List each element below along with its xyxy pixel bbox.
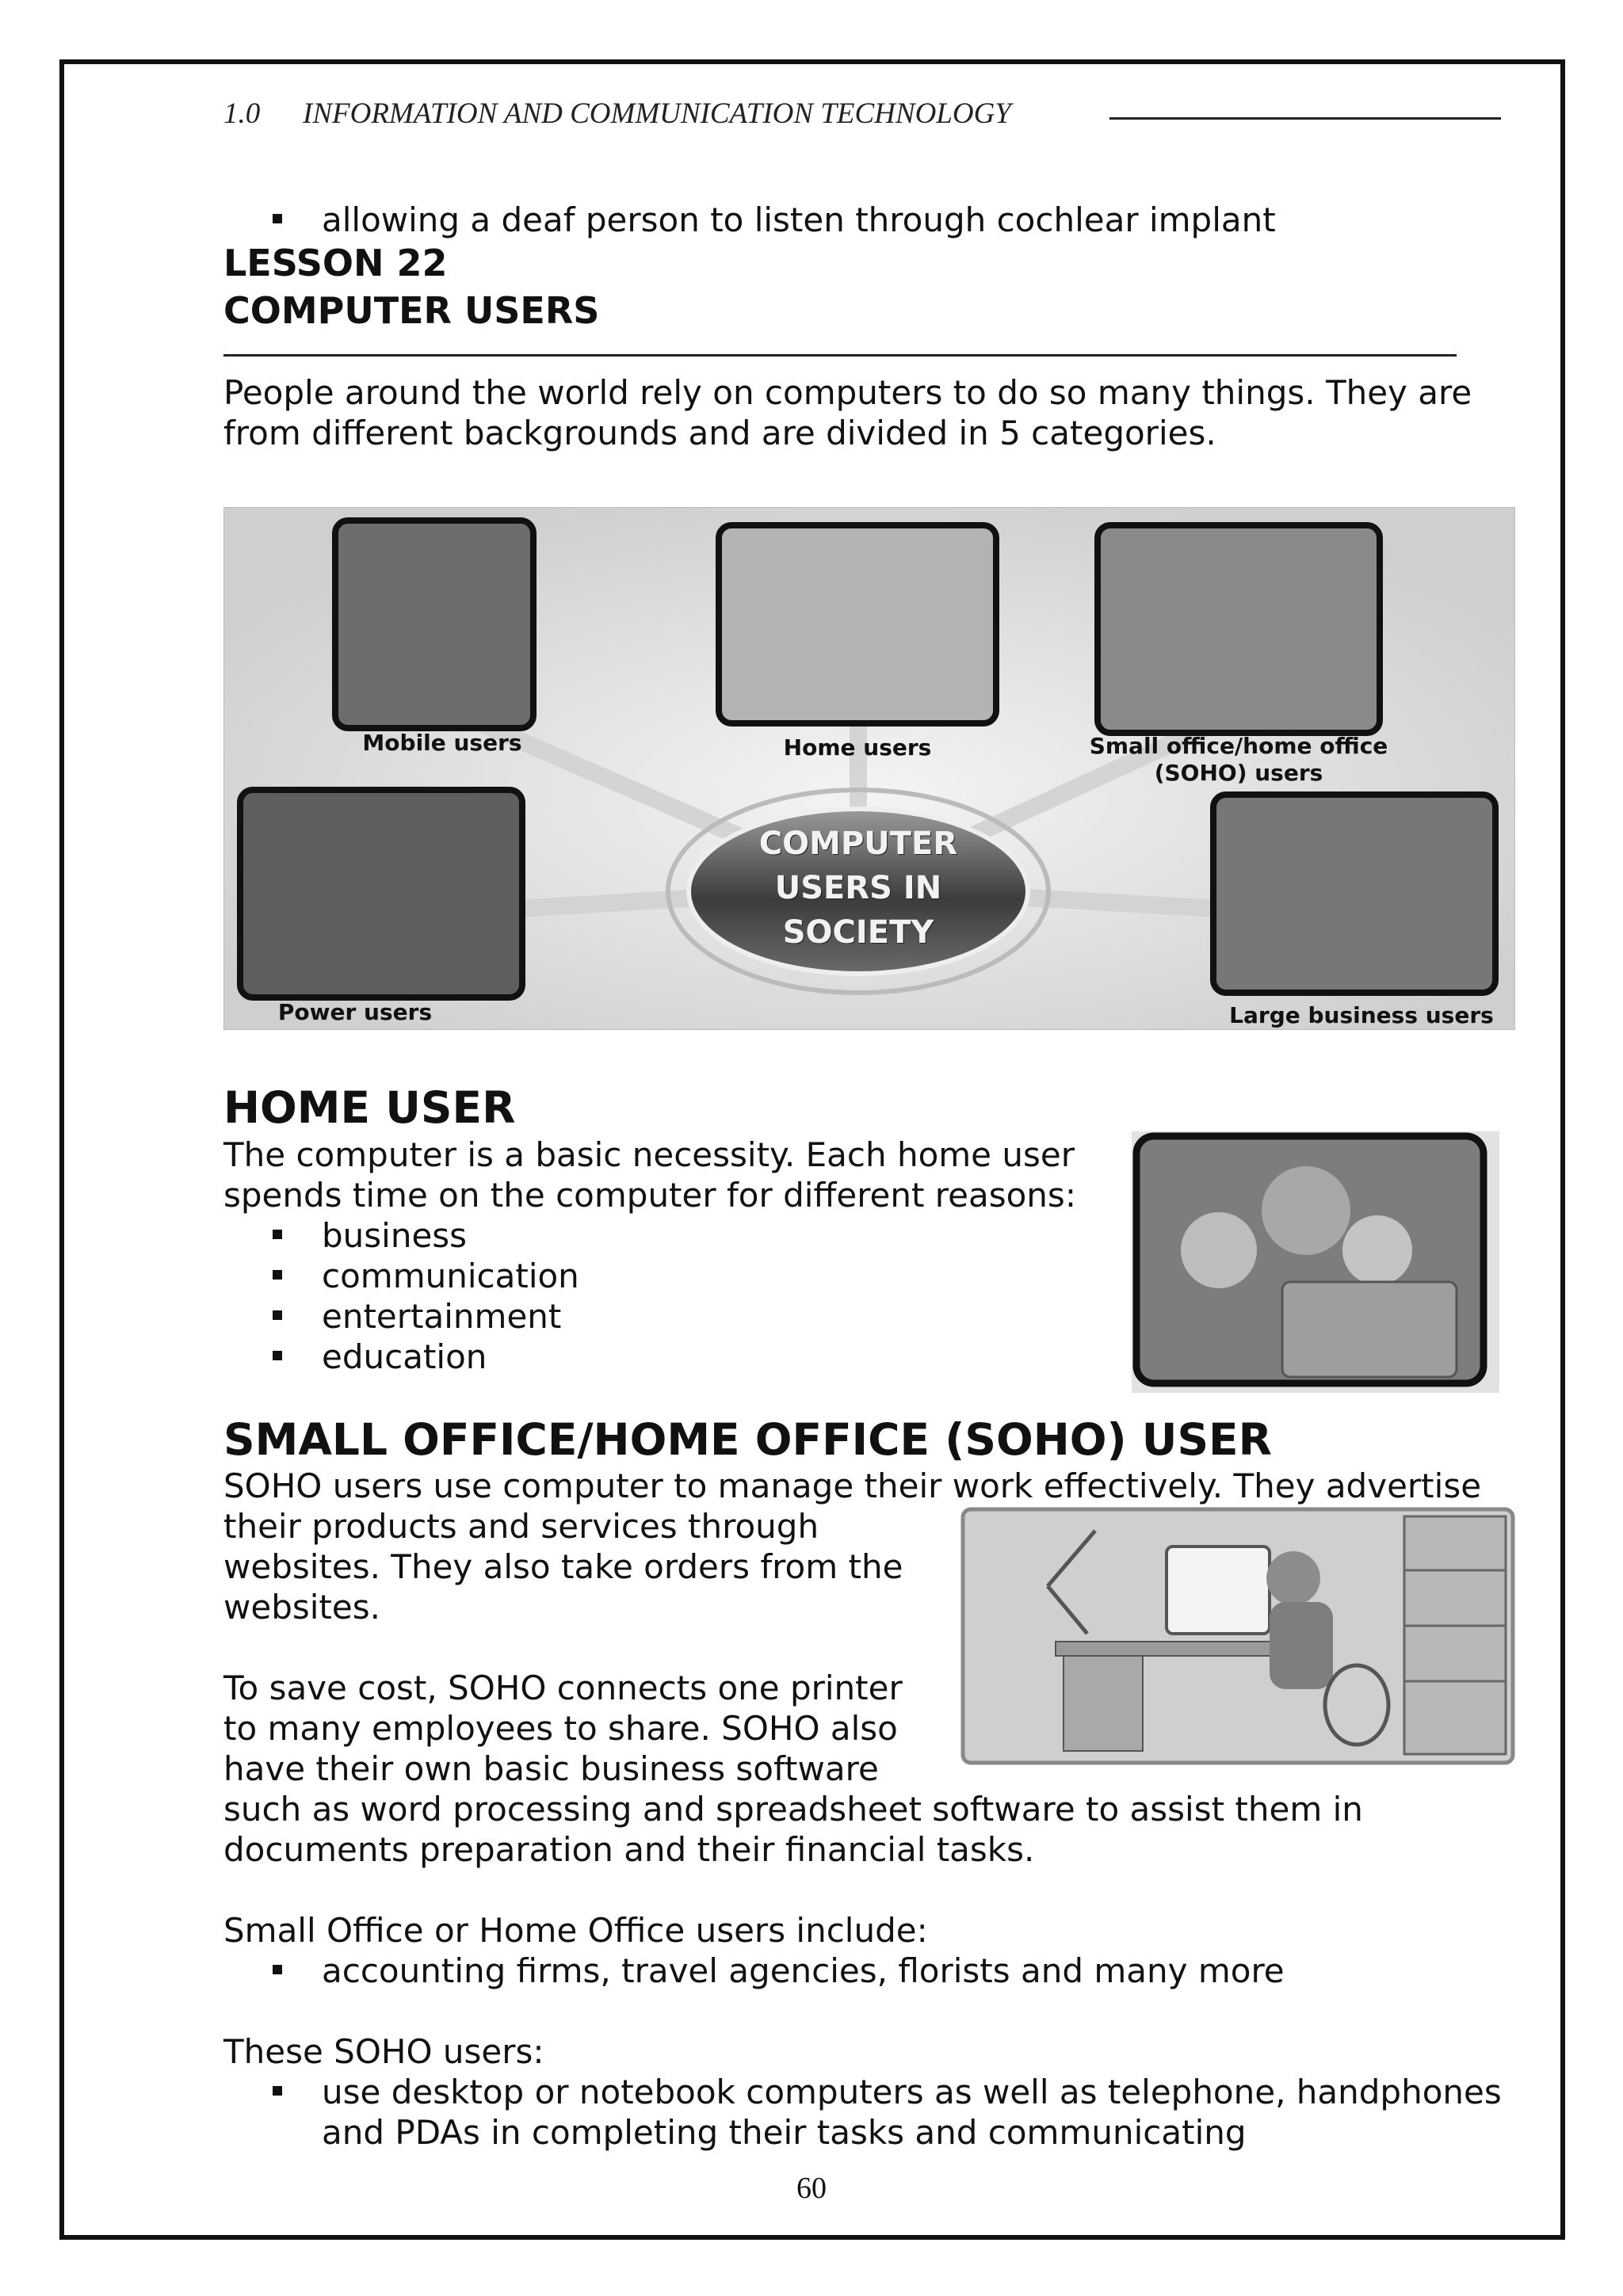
center-line-1: COMPUTER [758,826,958,862]
soho-users-photo [1098,525,1380,733]
bullet-icon [273,1310,282,1320]
bullet-icon [273,1230,282,1239]
list-item: use desktop or notebook computers as well as telephone, handphones [322,2072,1502,2112]
list-item: education [322,1337,487,1377]
list-item: communication [322,1256,579,1296]
running-header [223,97,1011,131]
mobile-users-photo [335,521,533,728]
soho-illustration [960,1507,1515,1765]
label-home-users: Home users [783,734,932,761]
header-rule [1109,117,1501,120]
soho-these-label: These SOHO users: [223,2032,544,2071]
chapter-title: INFORMATION AND COMMUNICATION TECHNOLOGY [303,97,1011,130]
lesson-label: LESSON 22 [223,242,448,284]
bullet-icon [273,2086,282,2096]
label-mobile-users: Mobile users [362,730,522,756]
bullet-icon [273,214,282,223]
label-soho-line-2: (SOHO) users [1154,760,1323,786]
label-soho-line-1: Small office/home office [1089,733,1388,759]
soho-p1-line-1: SOHO users use computer to manage their work effectively. They advertise [223,1466,1482,1505]
list-item-continuation: and PDAs in completing their tasks and communicating [322,2113,1247,2152]
label-large-business-users: Large business users [1229,1002,1494,1028]
intro-line-2: from different backgrounds and are divided in 5 categories. [223,414,1216,452]
home-user-line-1: The computer is a basic necessity. Each home user [223,1135,1075,1174]
lesson-title: COMPUTER USERS [223,289,600,332]
list-item: business [322,1215,467,1256]
computer-users-diagram [223,507,1515,1030]
lesson-rule [223,354,1457,357]
soho-heading: SMALL OFFICE/HOME OFFICE (SOHO) USER [223,1414,1272,1465]
page-number: 60 [796,2172,827,2205]
home-user-heading: HOME USER [223,1082,516,1133]
soho-p2-line-2: to many employees to share. SOHO also [223,1709,898,1748]
soho-p2-line-3: have their own basic business software [223,1749,879,1788]
soho-p2-line-1: To save cost, SOHO connects one printer [223,1669,903,1707]
label-power-users: Power users [277,999,433,1025]
center-line-3: SOCIETY [782,914,934,951]
soho-p1-line-3: websites. They also take orders from the [223,1547,903,1586]
chapter-number: 1.0 [223,97,261,130]
list-item: entertainment [322,1296,561,1337]
power-users-photo [240,790,522,997]
soho-p2-line-4: such as word processing and spreadsheet software to assist them in [223,1790,1363,1829]
home-user-line-2: spends time on the computer for different reasons: [223,1176,1076,1215]
center-line-2: USERS IN [774,870,942,906]
home-users-photo [719,525,996,723]
bullet-icon [273,1270,282,1280]
bullet-icon [273,1965,282,1974]
soho-p1-line-2: their products and services through [223,1507,819,1546]
intro-line-1: People around the world rely on computers to do so many things. They are [223,373,1472,412]
soho-include-label: Small Office or Home Office users include: [223,1911,928,1950]
soho-p1-line-4: websites. [223,1588,380,1627]
home-user-photo [1132,1131,1499,1393]
large-business-users-photo [1213,795,1495,993]
list-item: allowing a deaf person to listen through cochlear implant [322,200,1276,240]
soho-p2-line-5: documents preparation and their financial tasks. [223,1830,1035,1869]
diagram-center-label [689,822,1028,955]
list-item: accounting firms, travel agencies, florists and many more [322,1951,1285,1991]
bullet-icon [273,1351,282,1360]
